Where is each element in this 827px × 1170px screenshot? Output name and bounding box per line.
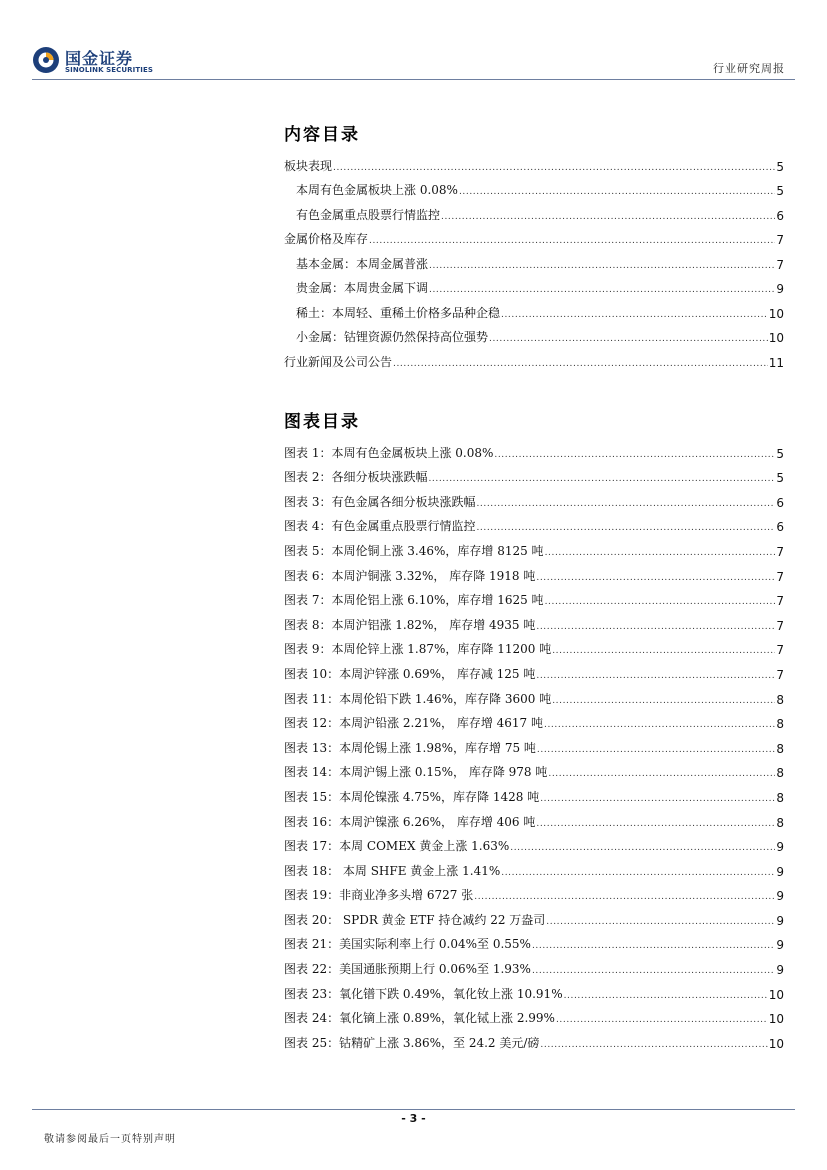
dot-leader — [552, 645, 775, 657]
logo-english-name: SINOLINK SECURITIES — [65, 66, 153, 74]
figures-entry-page: 9 — [776, 864, 784, 879]
dot-leader — [536, 670, 775, 682]
figures-entry[interactable] — [284, 805, 784, 830]
figures-entry-label: 图表 14：本周沪锡上涨 0.15%， 库存降 978 吨 — [284, 765, 548, 780]
figures-entry-page: 10 — [768, 1036, 784, 1051]
figures-entry-label: 图表 5：本周伦铜上涨 3.46%，库存增 8125 吨 — [284, 543, 544, 558]
contents-entry[interactable] — [284, 198, 784, 223]
contents-entry-label: 贵金属：本周贵金属下调 — [296, 281, 429, 295]
report-type-label: 行业研究周报 — [713, 62, 785, 75]
figures-entry[interactable] — [284, 584, 784, 609]
figures-entry-label: 图表 9：本周伦锌上涨 1.87%，库存降 11200 吨 — [284, 642, 552, 657]
dot-leader — [494, 449, 775, 461]
contents-entry-label: 行业新闻及公司公告 — [284, 354, 393, 369]
contents-entry-page: 5 — [776, 184, 784, 198]
contents-entry-page: 11 — [768, 355, 784, 370]
figures-entry-label: 图表 12：本周沪铅涨 2.21%， 库存增 4617 吨 — [284, 716, 544, 731]
figures-entry-page: 8 — [776, 741, 784, 756]
dot-leader — [476, 522, 775, 534]
figures-entry-page: 8 — [776, 717, 784, 732]
figures-list — [284, 436, 784, 1051]
figures-entry-page: 9 — [776, 889, 784, 904]
figures-entry-label: 图表 19：非商业净多头增 6727 张 — [284, 888, 474, 903]
figures-entry-page: 10 — [768, 1012, 784, 1027]
figures-entry[interactable] — [284, 633, 784, 658]
dot-leader — [546, 916, 775, 928]
figures-entry-page: 9 — [776, 938, 784, 953]
figures-entry[interactable] — [284, 707, 784, 732]
figures-entry-page: 7 — [776, 618, 784, 633]
dot-leader — [536, 572, 775, 584]
sinolink-logo — [32, 44, 162, 78]
logo-mark-icon — [32, 46, 60, 74]
logo-chinese-name: 国金证券 — [65, 49, 134, 68]
figures-entry-label: 图表 6：本周沪铜涨 3.32%， 库存降 1918 吨 — [284, 568, 536, 583]
figures-entry-label: 图表 16：本周沪镍涨 6.26%， 库存增 406 吨 — [284, 814, 536, 829]
dot-leader — [459, 186, 775, 198]
dot-leader — [429, 260, 775, 272]
page-number: - 3 - — [401, 1112, 426, 1125]
figures-entry-page: 7 — [776, 667, 784, 682]
figures-entry-page: 8 — [776, 766, 784, 781]
figures-entry-page: 6 — [776, 495, 784, 510]
dot-leader — [540, 793, 775, 805]
figures-entry[interactable] — [284, 977, 784, 1002]
dot-leader — [537, 744, 775, 756]
page-header — [0, 0, 827, 80]
dot-leader — [333, 162, 775, 174]
figures-entry[interactable] — [284, 436, 784, 461]
figures-entry[interactable] — [284, 559, 784, 584]
figures-entry[interactable] — [284, 510, 784, 535]
figures-entry-page: 9 — [776, 913, 784, 928]
dot-leader — [544, 719, 775, 731]
contents-entry-page: 7 — [776, 233, 784, 247]
figures-entry[interactable] — [284, 731, 784, 756]
contents-entry-label: 稀土：本周轻、重稀土价格多品种企稳 — [296, 305, 501, 320]
contents-entry-page: 7 — [776, 257, 784, 272]
dot-leader — [545, 547, 776, 559]
figures-entry-page: 9 — [776, 840, 784, 855]
dot-leader — [556, 1014, 768, 1026]
dot-leader — [540, 1039, 767, 1051]
dot-leader — [536, 621, 775, 633]
figures-entry-label: 图表 2：各细分板块涨跌幅 — [284, 470, 428, 485]
figures-entry-label: 图表 7：本周伦铝上涨 6.10%，库存增 1625 吨 — [284, 593, 544, 608]
figures-entry-label: 图表 22：美国通胀预期上行 0.06%至 1.93% — [284, 962, 531, 977]
contents-entry-label: 有色金属重点股票行情监控 — [296, 207, 441, 222]
figures-entry-label: 图表 17：本周 COMEX 黄金上涨 1.63% — [284, 839, 510, 854]
contents-entry-page: 10 — [768, 331, 784, 345]
figures-entry[interactable] — [284, 928, 784, 953]
figures-entry-label: 图表 8：本周沪铝涨 1.82%， 库存增 4935 吨 — [284, 617, 536, 632]
dot-leader — [501, 867, 775, 879]
contents-entry[interactable] — [284, 272, 784, 297]
contents-entry[interactable] — [284, 247, 784, 272]
dot-leader — [369, 235, 775, 247]
figures-entry[interactable] — [284, 657, 784, 682]
footer-divider — [32, 1109, 795, 1110]
dot-leader — [510, 842, 775, 854]
contents-entry-page: 6 — [776, 208, 784, 223]
figures-entry-label: 图表 3：有色金属各细分板块涨跌幅 — [284, 494, 476, 509]
figures-entry[interactable] — [284, 608, 784, 633]
contents-entry-label: 板块表现 — [284, 158, 333, 173]
figures-title: 图表目录 — [284, 412, 360, 432]
figures-entry[interactable] — [284, 1002, 784, 1027]
dot-leader — [393, 358, 768, 370]
contents-entry[interactable] — [284, 223, 784, 248]
figures-entry[interactable] — [284, 854, 784, 879]
figures-entry-label: 图表 24：氧化镝上涨 0.89%，氧化铽上涨 2.99% — [284, 1011, 555, 1026]
dot-leader — [501, 309, 768, 321]
figures-entry-page: 7 — [776, 594, 784, 609]
contents-entry[interactable] — [284, 345, 784, 370]
dot-leader — [532, 940, 775, 952]
figures-entry-page: 10 — [768, 987, 784, 1002]
contents-entry[interactable] — [284, 321, 784, 346]
contents-entry-page: 9 — [776, 282, 784, 296]
dot-leader — [474, 891, 775, 903]
figures-entry-page: 6 — [776, 520, 784, 535]
dot-leader — [532, 965, 775, 977]
figures-entry-page: 8 — [776, 790, 784, 805]
figures-entry[interactable] — [284, 682, 784, 707]
figures-entry[interactable] — [284, 1026, 784, 1051]
contents-entry-page: 5 — [776, 159, 784, 174]
figures-entry-page: 7 — [776, 569, 784, 584]
figures-entry-label: 图表 23：氧化镨下跌 0.49%，氧化钕上涨 10.91% — [284, 986, 563, 1001]
figures-entry-label: 图表 20： SPDR 黄金 ETF 持仓减约 22 万盎司 — [284, 912, 546, 927]
figures-entry[interactable] — [284, 952, 784, 977]
dot-leader — [429, 284, 775, 296]
contents-entry-label: 基本金属：本周金属普涨 — [296, 256, 429, 271]
contents-entry[interactable] — [284, 174, 784, 199]
figures-entry-page: 7 — [776, 544, 784, 559]
figures-entry[interactable] — [284, 756, 784, 781]
figures-entry[interactable] — [284, 879, 784, 904]
contents-entry[interactable] — [284, 149, 784, 174]
figures-entry[interactable] — [284, 780, 784, 805]
figures-entry-label: 图表 10：本周沪锌涨 0.69%， 库存减 125 吨 — [284, 666, 536, 681]
contents-list — [284, 149, 784, 370]
figures-entry-label: 图表 25：钴精矿上涨 3.86%，至 24.2 美元/磅 — [284, 1035, 540, 1050]
figures-entry[interactable] — [284, 903, 784, 928]
figures-entry-label: 图表 21：美国实际利率上行 0.04%至 0.55% — [284, 937, 531, 952]
figures-entry-label: 图表 11：本周伦铅下跌 1.46%，库存降 3600 吨 — [284, 691, 552, 706]
contents-entry-label: 金属价格及库存 — [284, 232, 369, 246]
figures-entry-page: 8 — [776, 815, 784, 830]
dot-leader — [545, 596, 776, 608]
dot-leader — [548, 768, 775, 780]
dot-leader — [536, 818, 775, 830]
contents-entry-page: 10 — [768, 306, 784, 321]
dot-leader — [476, 498, 775, 510]
figures-entry-page: 5 — [776, 446, 784, 461]
contents-entry-label: 本周有色金属板块上涨 0.08% — [296, 183, 458, 197]
figures-entry-page: 5 — [776, 471, 784, 486]
figures-entry-page: 9 — [776, 963, 784, 978]
figures-entry-label: 图表 4：有色金属重点股票行情监控 — [284, 519, 476, 534]
header-divider — [32, 79, 795, 80]
contents-entry[interactable] — [284, 296, 784, 321]
figures-entry[interactable] — [284, 485, 784, 510]
dot-leader — [428, 473, 775, 485]
contents-entry-label: 小金属：钴锂资源仍然保持高位强势 — [296, 330, 489, 344]
figures-entry-label: 图表 15：本周伦镍涨 4.75%，库存降 1428 吨 — [284, 789, 540, 804]
contents-title: 内容目录 — [284, 125, 360, 145]
dot-leader — [552, 695, 775, 707]
figures-entry-page: 7 — [776, 643, 784, 658]
figures-entry-label: 图表 1：本周有色金属板块上涨 0.08% — [284, 445, 494, 460]
figures-entry-label: 图表 13：本周伦锡上涨 1.98%，库存增 75 吨 — [284, 740, 536, 755]
dot-leader — [441, 211, 775, 223]
figures-entry[interactable] — [284, 461, 784, 486]
figures-entry[interactable] — [284, 534, 784, 559]
dot-leader — [564, 990, 768, 1002]
figures-entry-label: 图表 18： 本周 SHFE 黄金上涨 1.41% — [284, 863, 501, 878]
figures-entry-page: 8 — [776, 692, 784, 707]
dot-leader — [489, 333, 768, 345]
disclaimer-note: 敬请参阅最后一页特别声明 — [44, 1134, 176, 1145]
figures-entry[interactable] — [284, 830, 784, 855]
